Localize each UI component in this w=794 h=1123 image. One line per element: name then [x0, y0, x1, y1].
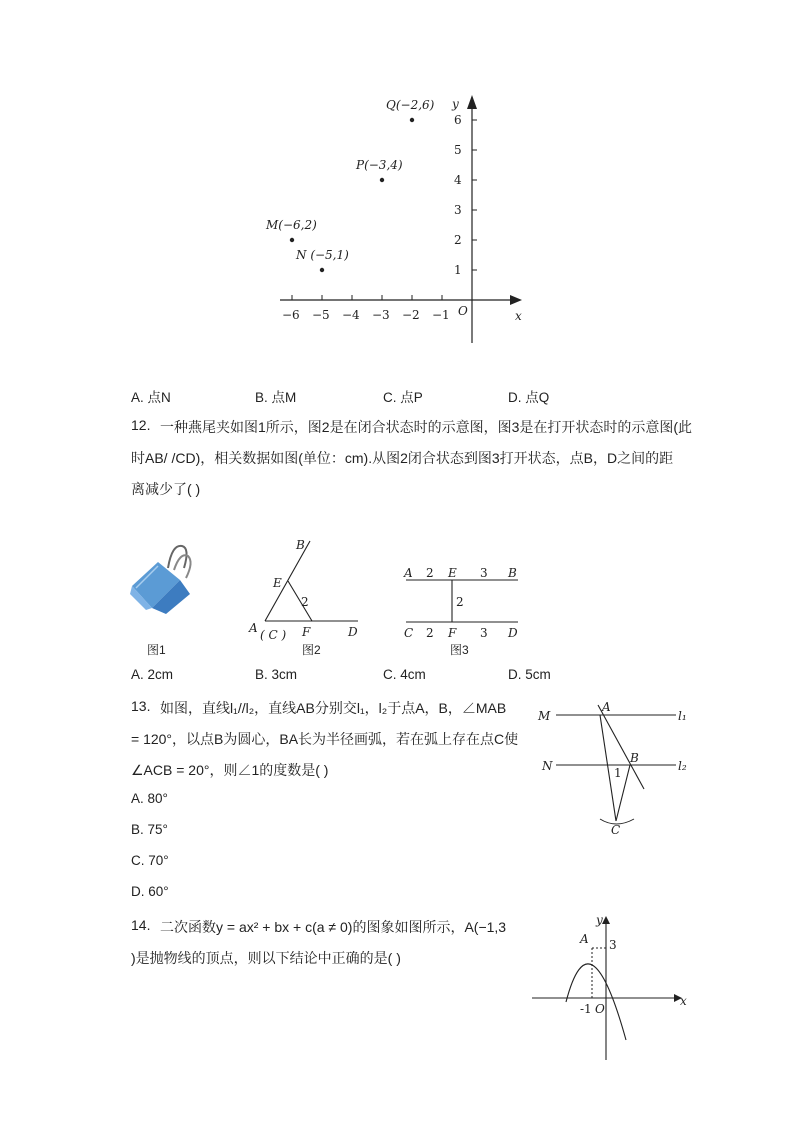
q12-option-b[interactable]: B. 3cm — [255, 667, 298, 682]
fig2-label-d: D — [348, 625, 358, 639]
q13-line-1: 如图，直线l₁//l₂，直线AB分别交l₁，l₂于点A，B，∠MAB — [160, 700, 507, 716]
point-dot — [320, 268, 324, 272]
q14-label-y: y — [596, 913, 603, 927]
fig3-label-cf: 2 — [426, 626, 434, 640]
q12-line-2: 时AB/ /CD)，相关数据如图(单位：cm).从图2闭合状态到图3打开状态，点B，D之间的距 — [131, 450, 674, 466]
fig3-label-fd: 3 — [480, 626, 488, 640]
point-label: P(−3,4) — [356, 158, 403, 172]
x-axis-label: x — [515, 309, 522, 323]
q11-option-a[interactable]: A. 点N — [131, 390, 171, 405]
q13-line-3: ∠ACB = 20°，则∠1的度数是( ) — [131, 762, 329, 778]
fig3-label-f: F — [448, 626, 457, 640]
q12-line-3: 离减少了( ) — [131, 481, 201, 497]
fig2-label-a: A — [249, 621, 258, 635]
q14-label-x: x — [680, 994, 687, 1008]
q14-parabola-figure — [530, 910, 695, 1065]
q12-option-a[interactable]: A. 2cm — [131, 667, 174, 682]
fig1-caption: 图1 — [147, 643, 166, 657]
point-dot — [290, 238, 294, 242]
q13-label-m: M — [538, 709, 551, 723]
fig3-label-eb: 3 — [480, 566, 488, 580]
x-tick-label: −1 — [432, 308, 450, 322]
q13-option-d[interactable]: D. 60° — [131, 884, 169, 899]
q13-option-b[interactable]: B. 75° — [131, 822, 168, 837]
fig2-label-length: 2 — [301, 595, 309, 609]
y-tick-label: 2 — [454, 233, 462, 247]
fig2-diagram — [240, 535, 370, 643]
y-tick-label: 6 — [454, 113, 462, 127]
q12-option-c[interactable]: C. 4cm — [383, 667, 426, 682]
q14-label-o: O — [595, 1002, 605, 1016]
q13-label-b: B — [630, 751, 639, 765]
q13-label-angle1: 1 — [614, 766, 622, 780]
fig3-caption: 图3 — [450, 643, 469, 657]
q14-label-a: A — [580, 932, 589, 946]
point-dot — [380, 178, 384, 182]
point-label: N (−5,1) — [296, 248, 349, 262]
q14-y-arrow-icon — [602, 916, 610, 924]
point-label: M(−6,2) — [266, 218, 317, 232]
q11-option-d[interactable]: D. 点Q — [508, 390, 550, 405]
q14-label-3: 3 — [609, 938, 617, 952]
q11-option-b[interactable]: B. 点M — [255, 390, 297, 405]
fig3-label-c: C — [404, 626, 414, 640]
y-tick-label: 5 — [454, 143, 462, 157]
x-tick-label: −5 — [312, 308, 330, 322]
fig2-label-c: ( C ) — [260, 628, 287, 642]
fig2-label-b: B — [296, 538, 305, 552]
coordinate-figure — [260, 85, 540, 350]
y-axis-arrow-icon — [467, 95, 477, 109]
x-tick-label: −6 — [282, 308, 300, 322]
fig3-label-d: D — [508, 626, 518, 640]
q14-label-minus1: -1 — [580, 1002, 592, 1016]
fig3-label-e: E — [448, 566, 457, 580]
origin-label: O — [458, 304, 468, 318]
q13-diagram — [534, 695, 694, 840]
q13-label-l1: l₁ — [678, 709, 687, 723]
y-tick-label: 3 — [454, 203, 462, 217]
q13-label-a: A — [602, 700, 611, 714]
q13-option-c[interactable]: C. 70° — [131, 853, 169, 868]
x-tick-label: −3 — [372, 308, 390, 322]
q14-line-1: 二次函数y = ax² + bx + c(a ≠ 0)的图象如图所示，A(−1,3 — [160, 919, 507, 935]
y-tick-label: 1 — [454, 263, 462, 277]
q13-label-n: N — [542, 759, 553, 773]
fig2-label-f: F — [302, 625, 311, 639]
fig3-label-b: B — [508, 566, 517, 580]
q14-line-2: )是抛物线的顶点，则以下结论中正确的是( ) — [131, 950, 401, 966]
point-dot — [410, 118, 414, 122]
q12-option-d[interactable]: D. 5cm — [508, 667, 551, 682]
y-tick-label: 4 — [454, 173, 462, 187]
q13-number: 13. — [131, 698, 151, 714]
x-tick-label: −4 — [342, 308, 360, 322]
fig3-label-ef: 2 — [456, 595, 464, 609]
q12-line-1: 一种燕尾夹如图1所示，图2是在闭合状态时的示意图，图3是在打开状态时的示意图(此 — [160, 419, 693, 435]
binder-clip-image — [128, 538, 200, 618]
q13-label-l2: l₂ — [678, 759, 687, 773]
x-axis-arrow-icon — [510, 295, 522, 305]
q13-option-a[interactable]: A. 80° — [131, 791, 168, 806]
q13-line-2: = 120°，以点B为圆心，BA长为半径画弧，若在弧上存在点C使 — [131, 731, 519, 747]
q12-number: 12. — [131, 417, 151, 433]
q13-label-c: C — [611, 823, 621, 837]
q14-number: 14. — [131, 917, 151, 933]
q11-option-c[interactable]: C. 点P — [383, 390, 423, 405]
fig3-label-a: A — [404, 566, 413, 580]
point-label: Q(−2,6) — [386, 98, 435, 112]
fig3-label-ae: 2 — [426, 566, 434, 580]
fig2-caption: 图2 — [302, 643, 321, 657]
y-axis-label: y — [452, 97, 459, 111]
x-tick-label: −2 — [402, 308, 420, 322]
fig3-diagram — [398, 562, 526, 642]
fig2-label-e: E — [273, 576, 282, 590]
